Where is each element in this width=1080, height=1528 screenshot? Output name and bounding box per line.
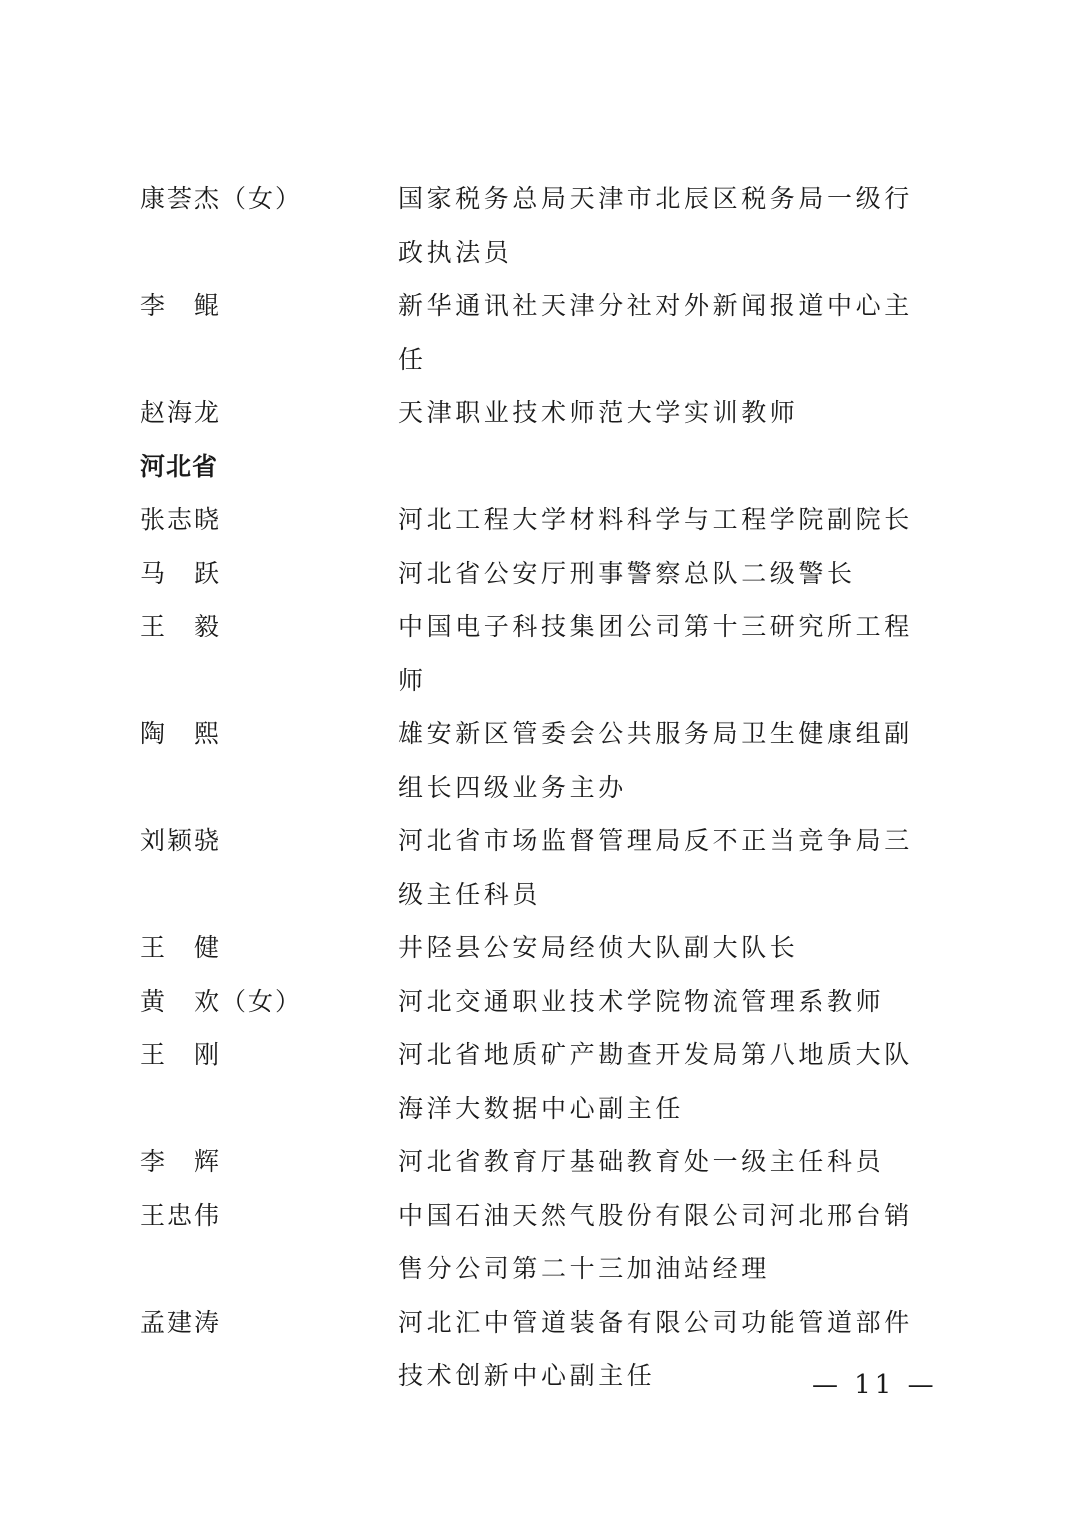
list-item bbox=[140, 600, 940, 707]
person-title: 河北省市场监督管理局反不正当竞争局三级主任科员 bbox=[398, 826, 913, 909]
person-title: 河北省地质矿产勘查开发局第八地质大队海洋大数据中心副主任 bbox=[398, 1040, 913, 1123]
person-name: 王 刚 bbox=[140, 1040, 222, 1069]
person-title: 天津职业技术师范大学实训教师 bbox=[398, 398, 799, 427]
person-title: 井陉县公安局经侦大队副大队长 bbox=[398, 933, 799, 962]
person-name: 康荟杰（女） bbox=[140, 184, 303, 213]
list-item bbox=[140, 172, 940, 279]
province-heading-row bbox=[140, 440, 940, 494]
person-name: 李 辉 bbox=[140, 1147, 222, 1176]
list-item bbox=[140, 1028, 940, 1135]
person-title: 中国石油天然气股份有限公司河北邢台销售分公司第二十三加油站经理 bbox=[398, 1200, 913, 1283]
list-item bbox=[140, 814, 940, 921]
person-name: 张志晓 bbox=[140, 505, 222, 534]
person-name: 刘颖骁 bbox=[140, 826, 222, 855]
list-item bbox=[140, 975, 940, 1029]
list-item bbox=[140, 279, 940, 386]
person-title: 河北省教育厅基础教育处一级主任科员 bbox=[398, 1147, 885, 1176]
person-name: 黄 欢（女） bbox=[140, 986, 303, 1016]
list-item bbox=[140, 386, 940, 440]
person-name: 李 鲲 bbox=[140, 291, 222, 320]
province-heading: 河北省 bbox=[140, 451, 219, 481]
person-title: 河北汇中管道装备有限公司功能管道部件技术创新中心副主任 bbox=[398, 1307, 913, 1390]
list-item bbox=[140, 1135, 940, 1189]
list-item bbox=[140, 493, 940, 547]
person-title: 河北工程大学材料科学与工程学院副院长 bbox=[398, 505, 913, 534]
person-title: 河北省公安厅刑事警察总队二级警长 bbox=[398, 558, 856, 588]
page-number: — 11 — bbox=[812, 1370, 938, 1400]
person-title: 国家税务总局天津市北辰区税务局一级行政执法员 bbox=[398, 184, 913, 267]
person-name: 赵海龙 bbox=[140, 398, 222, 427]
person-title: 河北交通职业技术学院物流管理系教师 bbox=[398, 986, 885, 1016]
list-item bbox=[140, 707, 940, 814]
person-title: 雄安新区管委会公共服务局卫生健康组副组长四级业务主办 bbox=[398, 719, 913, 802]
list-item bbox=[140, 1189, 940, 1296]
person-name: 孟建涛 bbox=[140, 1307, 222, 1337]
person-title: 新华通讯社天津分社对外新闻报道中心主任 bbox=[398, 291, 913, 374]
person-name: 陶 熙 bbox=[140, 719, 222, 748]
list-item bbox=[140, 547, 940, 601]
award-list bbox=[140, 172, 940, 1403]
person-title: 中国电子科技集团公司第十三研究所工程师 bbox=[398, 612, 913, 695]
person-name: 王 健 bbox=[140, 933, 222, 962]
person-name: 王忠伟 bbox=[140, 1200, 222, 1230]
person-name: 王 毅 bbox=[140, 612, 222, 641]
person-name: 马 跃 bbox=[140, 558, 222, 588]
list-item bbox=[140, 921, 940, 975]
